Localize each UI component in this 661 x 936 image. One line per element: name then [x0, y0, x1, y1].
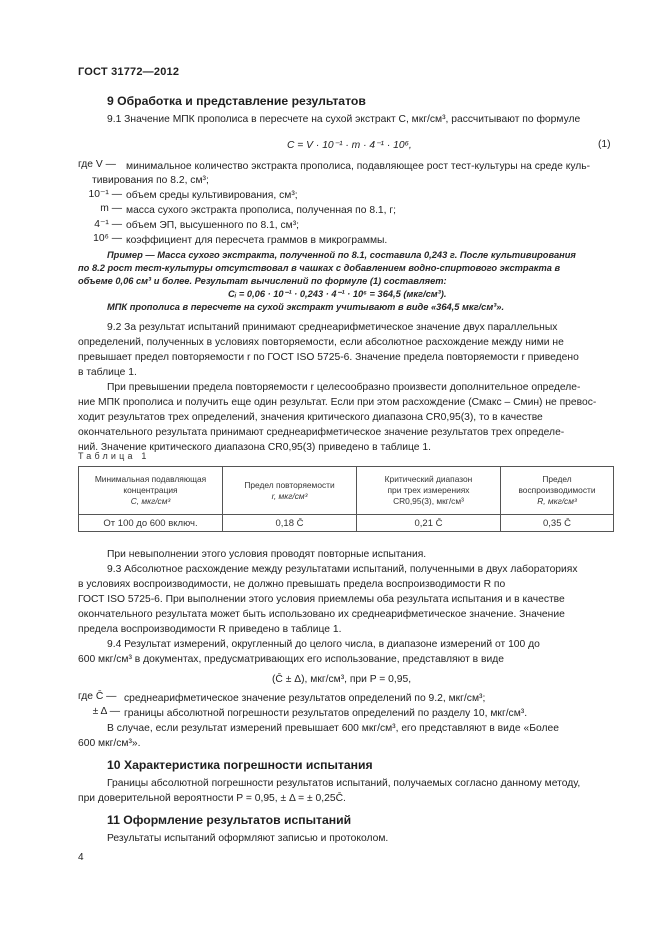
paragraph-9-3-line: окончательного результата может быть использовано их среднеарифметическое значение. Значение: [78, 609, 565, 620]
paragraph-9-4-line: 9.4 Результат измерений, округленный до целого числа, в диапазоне измерений от 100 до: [107, 639, 540, 650]
page-number: 4: [78, 852, 84, 863]
paragraph-over-600-line: В случае, если результат измерений превышает 600 мкг/см³, его представляют в виде «Более: [107, 723, 559, 734]
table-row: [79, 515, 614, 532]
formula-1-number: (1): [598, 139, 611, 150]
table-header-cell: Предел повторяемости r, мкг/см³: [223, 467, 357, 515]
def-label: 10⁻¹ —: [88, 189, 122, 200]
table-header-cell: Критический диапазон при трех измерениях CR0,95(3), мкг/см³: [357, 467, 501, 515]
formula-1: C = V · 10⁻¹ · m · 4⁻¹ · 10⁶,: [287, 140, 412, 151]
table-header-cell: Минимальная подавляющая концентрация C, мкг/см³: [79, 467, 223, 515]
paragraph-9-2-line: в таблице 1.: [78, 367, 137, 378]
paragraph-9-2b-line: окончательного результата принимают среднеарифметическое значение результатов трех определе-: [78, 427, 565, 438]
paragraph-9-3-line: предела воспроизводимости R приведено в таблице 1.: [78, 624, 342, 635]
table-caption: Таблица 1: [78, 451, 150, 461]
def-text: объем ЭП, высушенного по 8.1, см³;: [126, 220, 299, 231]
paragraph-9-3-line: 9.3 Абсолютное расхождение между результатами испытаний, полученными в двух лабораториях: [107, 564, 578, 575]
def-text: коэффициент для пересчета граммов в микрограммы.: [126, 235, 388, 246]
paragraph-9-1: 9.1 Значение МПК прополиса в пересчете на сухой экстракт C, мкг/см³, рассчитывают по формуле: [107, 114, 581, 125]
def-label: 10⁶ —: [93, 233, 122, 244]
table-cell: От 100 до 600 включ.: [79, 515, 223, 532]
section-10-heading: 10 Характеристика погрешности испытания: [107, 758, 373, 772]
def-label: m —: [100, 203, 122, 214]
example-calculation: Cᵢ = 0,06 · 10⁻¹ · 0,243 · 4⁻¹ · 10⁶ = 364,5 (мкг/см³).: [228, 289, 447, 299]
table-header-cell: Предел воспроизводимости R, мкг/см³: [501, 467, 614, 515]
paragraph-9-2b-line: ние МПК прополиса и получить еще один результат. Если при этом расхождение (Cмакс – Cмин) не превос-: [78, 397, 597, 408]
section-9-heading: 9 Обработка и представление результатов: [107, 94, 366, 108]
table-cell: 0,35 C̄: [501, 515, 614, 532]
def-text: масса сухого экстракта прополиса, полученная по 8.1, г;: [126, 205, 397, 216]
def-text: границы абсолютной погрешности результатов определений по разделу 10, мкг/см³.: [124, 708, 528, 719]
paragraph-over-600-line: 600 мкг/см³».: [78, 738, 141, 749]
section-10-text-line: Границы абсолютной погрешности результатов испытаний, получаемых согласно данному методу,: [107, 778, 581, 789]
paragraph-9-2-line: 9.2 За результат испытаний принимают среднеарифметическое значение двух параллельных: [107, 322, 558, 333]
table-1: [78, 466, 614, 532]
def-label: ± Δ —: [92, 706, 120, 717]
def-text: среднеарифметическое значение результатов определений по 9.2, мкг/см³;: [124, 693, 486, 704]
example-line: Пример — Масса сухого экстракта, полученной по 8.1, составила 0,243 г. После культивирования: [107, 250, 576, 260]
paragraph-9-2b-line: При превышении предела повторяемости r целесообразно произвести дополнительное определе-: [107, 382, 581, 393]
section-10-text-line: при доверительной вероятности P = 0,95, ± Δ = ± 0,25C̄.: [78, 793, 346, 804]
example-line: объеме 0,06 см³ и более. Результат вычислений по формуле (1) составляет:: [78, 276, 447, 286]
paragraph-9-2b-line: ходит результатов трех определений, значения критического диапазона CR0,95(3), то в качестве: [78, 412, 543, 423]
paragraph-9-2b-line: ний. Значение критического диапазона CR0,95(3) приведено в таблице 1.: [78, 442, 431, 453]
section-11-text: Результаты испытаний оформляют записью и протоколом.: [107, 833, 389, 844]
document-header: ГОСТ 31772—2012: [78, 66, 180, 78]
example-conclusion: МПК прополиса в пересчете на сухой экстракт учитывают в виде «364,5 мкг/см³».: [107, 302, 505, 312]
paragraph-9-3-line: ГОСТ ISO 5725-6. При выполнении этого условия приемлемы оба результата испытания и в качестве: [78, 594, 565, 605]
def-label: где V —: [78, 159, 116, 170]
table-cell: 0,21 C̄: [357, 515, 501, 532]
example-line: по 8.2 рост тест-культуры отсутствовал в чашках с добавлением водно-спиртового экстракта в: [78, 263, 561, 273]
def-text: объем среды культивирования, см³;: [126, 190, 298, 201]
def-label: 4⁻¹ —: [94, 219, 122, 230]
def-text: минимальное количество экстракта прополиса, подавляющее рост тест-культуры на среде куль-: [126, 161, 591, 172]
table-header-row: [79, 467, 614, 515]
def-label: где C̄ —: [78, 691, 117, 702]
table-cell: 0,18 C̄: [223, 515, 357, 532]
paragraph-9-4-line: 600 мкг/см³ в документах, предусматривающих его использование, представляют в виде: [78, 654, 504, 665]
paragraph-repeat: При невыполнении этого условия проводят повторные испытания.: [107, 549, 427, 560]
formula-2: (C̄ ± Δ), мкг/см³, при P = 0,95,: [272, 674, 412, 685]
section-11-heading: 11 Оформление результатов испытаний: [107, 813, 352, 827]
def-text: тивирования по 8.2, см³;: [92, 175, 209, 186]
paragraph-9-3-line: в условиях воспроизводимости, не должно превышать предела воспроизводимости R по: [78, 579, 506, 590]
paragraph-9-2-line: превышает предел повторяемости r по ГОСТ ISO 5725-6. Значение предела повторяемости r приведено: [78, 352, 579, 363]
paragraph-9-2-line: определений, полученных в условиях повторяемости, если абсолютное расхождение между ними не: [78, 337, 564, 348]
